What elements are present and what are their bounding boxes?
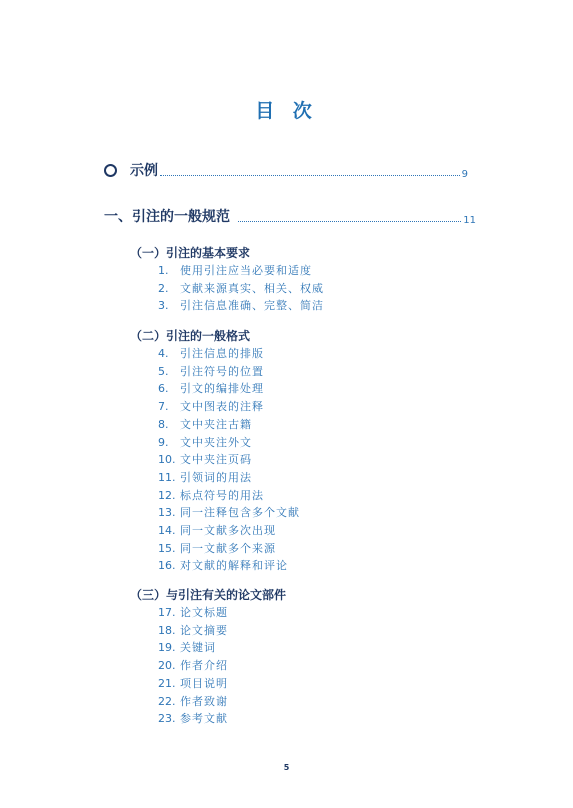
toc-entry-general-norms[interactable]: [104, 206, 476, 226]
toc-item-text: 项目说明: [180, 676, 228, 690]
toc-item[interactable]: [158, 710, 228, 726]
toc-item-number: 15.: [158, 541, 176, 555]
toc-item-text: 文中图表的注释: [180, 400, 264, 414]
toc-entry-page: 9: [461, 169, 468, 180]
toc-item-number: 6.: [158, 382, 169, 396]
toc-item[interactable]: [158, 398, 264, 414]
toc-item[interactable]: [158, 504, 300, 520]
toc-item-text: 参考文献: [180, 712, 228, 726]
section-heading[interactable]: （一）引注的基本要求: [130, 246, 251, 260]
toc-item[interactable]: [158, 487, 264, 503]
toc-item-text: 引领词的用法: [180, 470, 252, 484]
toc-item-number: 22.: [158, 694, 176, 708]
toc-entry-example[interactable]: [104, 160, 468, 180]
toc-item[interactable]: [158, 469, 252, 485]
toc-item[interactable]: [158, 280, 324, 296]
toc-item-text: 同一文献多次出现: [180, 524, 276, 537]
toc-item-number: 13.: [158, 506, 176, 520]
circle-bullet-icon: [104, 164, 117, 177]
toc-item-text: 论文标题: [180, 606, 228, 619]
toc-item[interactable]: [158, 416, 252, 432]
toc-item[interactable]: [158, 657, 228, 673]
toc-item[interactable]: [158, 693, 228, 709]
toc-item[interactable]: [158, 262, 312, 278]
toc-item-number: 4.: [158, 347, 169, 360]
toc-item-number: 7.: [158, 400, 169, 414]
section-heading[interactable]: （二）引注的一般格式: [130, 329, 251, 343]
toc-item[interactable]: [158, 522, 276, 538]
toc-item-text: 文中夹注页码: [180, 453, 252, 467]
toc-item-number: 23.: [158, 712, 176, 726]
toc-item-text: 引注信息的排版: [180, 347, 264, 360]
toc-item[interactable]: [158, 675, 228, 691]
toc-item-number: 11.: [158, 470, 176, 484]
page-number: 5: [283, 763, 290, 772]
toc-item[interactable]: [158, 557, 288, 573]
toc-item[interactable]: [158, 345, 264, 361]
toc-item[interactable]: [158, 363, 264, 379]
toc-item-number: 9.: [158, 435, 169, 449]
toc-item-number: 16.: [158, 559, 176, 573]
toc-item-number: 5.: [158, 364, 169, 378]
toc-entry-label: 一、引注的一般规范: [104, 209, 230, 225]
toc-title: 目 次: [255, 100, 318, 122]
toc-item-text: 作者致谢: [180, 694, 228, 708]
toc-item-text: 论文摘要: [180, 623, 228, 637]
toc-item[interactable]: [158, 622, 228, 638]
toc-item[interactable]: [158, 380, 264, 396]
toc-item-number: 18.: [158, 623, 176, 637]
toc-item[interactable]: [158, 540, 276, 556]
toc-item-text: 引注符号的位置: [180, 364, 264, 378]
toc-item-text: 对文献的解释和评论: [180, 559, 288, 573]
toc-entry-label: 示例: [130, 163, 158, 179]
toc-item-text: 关键词: [180, 641, 216, 655]
toc-item[interactable]: [158, 434, 252, 450]
toc-item-number: 10.: [158, 453, 176, 467]
toc-item-number: 1.: [158, 264, 169, 277]
toc-item-number: 8.: [158, 417, 169, 431]
toc-item-text: 引注信息准确、完整、简洁: [180, 299, 324, 313]
toc-item-number: 21.: [158, 676, 176, 690]
toc-item-text: 作者介绍: [180, 659, 228, 673]
dot-leader: [238, 220, 461, 222]
toc-item-text: 使用引注应当必要和适度: [180, 264, 312, 277]
toc-item-number: 19.: [158, 641, 176, 655]
toc-item-number: 20.: [158, 659, 176, 673]
toc-item[interactable]: [158, 639, 216, 655]
toc-item-text: 文中夹注外文: [180, 435, 252, 449]
dot-leader: [160, 174, 460, 176]
toc-item-text: 文中夹注古籍: [180, 417, 252, 431]
toc-item[interactable]: [158, 297, 324, 313]
toc-item-text: 同一注释包含多个文献: [180, 506, 300, 520]
toc-item-text: 同一文献多个来源: [180, 541, 276, 555]
section-heading[interactable]: （三）与引注有关的论文部件: [130, 588, 287, 602]
toc-item-text: 标点符号的用法: [180, 488, 264, 502]
toc-item-text: 引文的编排处理: [180, 382, 264, 396]
toc-item-number: 12.: [158, 488, 176, 502]
toc-item-number: 14.: [158, 524, 176, 537]
toc-entry-page: 11: [463, 215, 476, 226]
toc-item[interactable]: [158, 604, 228, 620]
toc-item-number: 17.: [158, 606, 176, 619]
toc-item[interactable]: [158, 451, 252, 467]
toc-item-text: 文献来源真实、相关、权威: [180, 281, 324, 295]
toc-item-number: 2.: [158, 281, 169, 295]
toc-item-number: 3.: [158, 299, 169, 313]
